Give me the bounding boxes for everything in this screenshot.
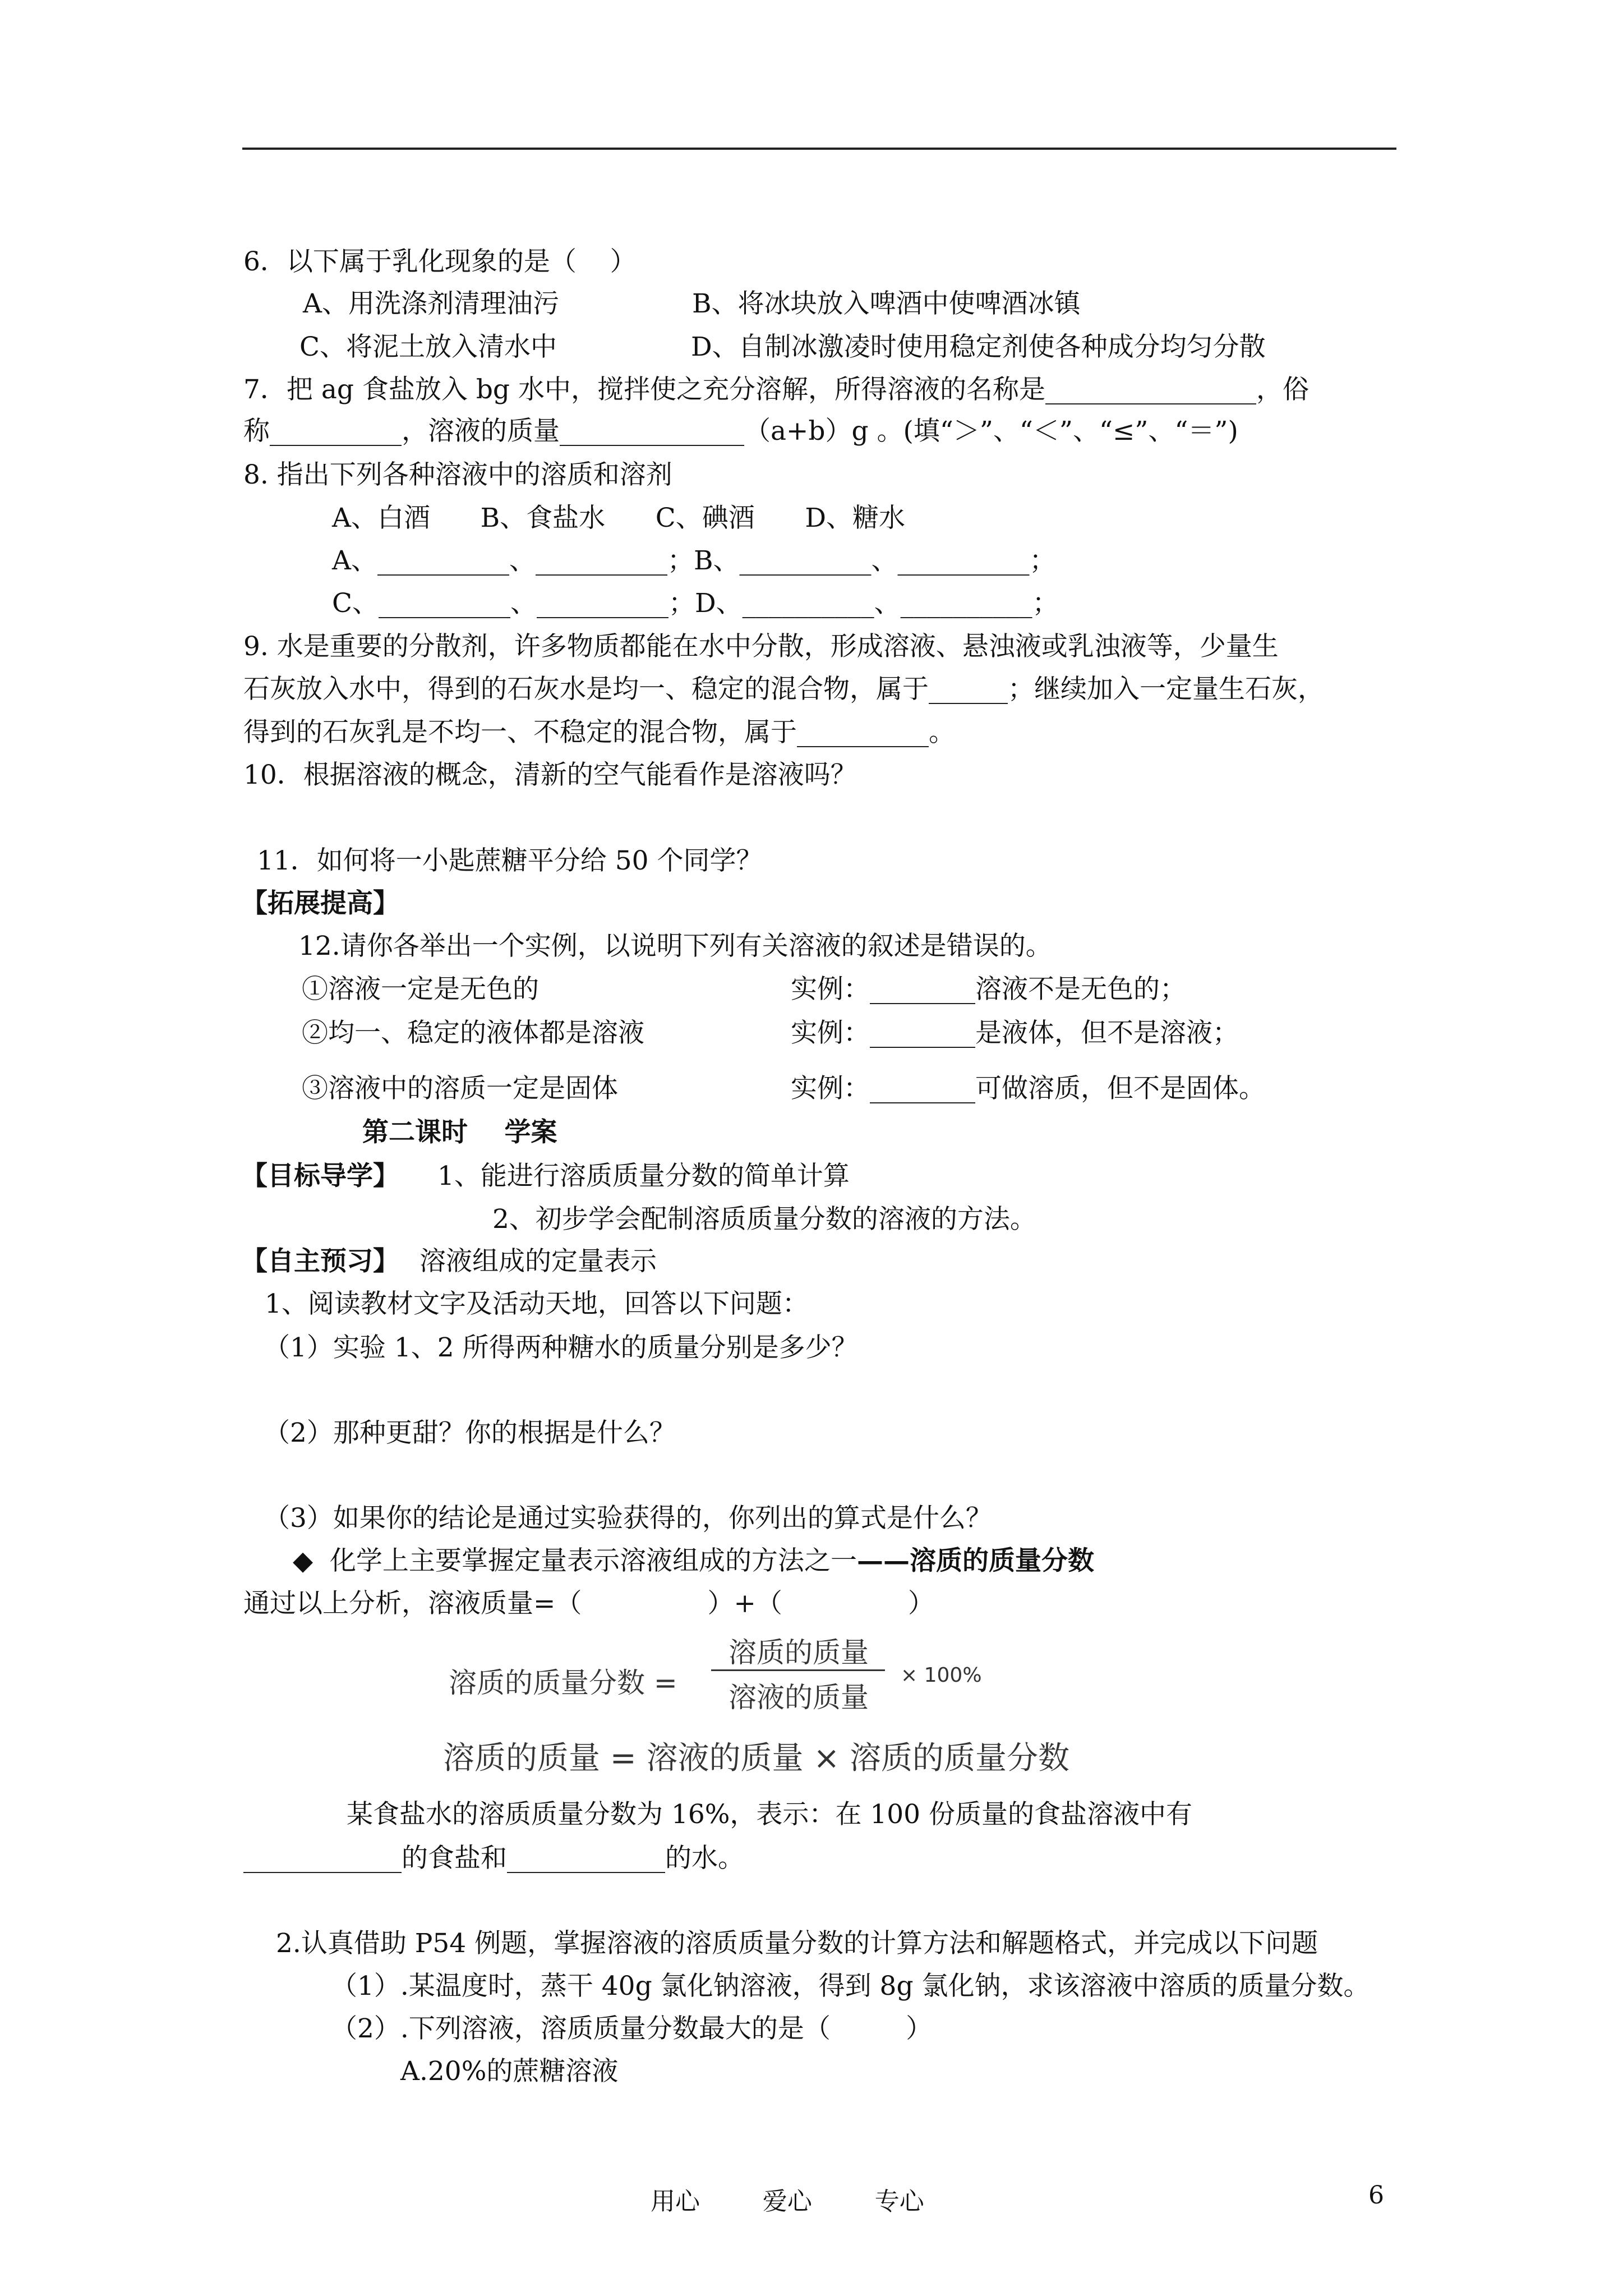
question-11: 11．如何将一小匙蔗糖平分给 50 个同学？ — [257, 845, 763, 876]
formula-1-percent: × 100% — [901, 1664, 982, 1687]
preview-question-1: 1、阅读教材文字及活动天地，回答以下问题： — [265, 1289, 809, 1319]
saltwater-line-2: ____________的食盐和____________的水。 — [243, 1843, 744, 1874]
lesson-2-title: 第二课时 学案 — [362, 1117, 557, 1148]
goal-item-1: 1、能进行溶质质量分数的简单计算 — [437, 1161, 850, 1191]
section-title-expand: 【拓展提高】 — [241, 888, 399, 919]
header-rule — [242, 148, 1396, 150]
goal-item-2: 2、初步学会配制溶质质量分数的溶液的方法。 — [492, 1204, 1036, 1235]
preview-question-2-1: （1）.某温度时，蒸干 40g 氯化钠溶液，得到 8g 氯化钠，求该溶液中溶质的质量分数。 — [331, 1971, 1370, 2001]
key-point-term: 溶质的质量分数 — [910, 1545, 1095, 1576]
page-number: 6 — [1368, 2181, 1384, 2210]
q2-2-option-a: A.20%的蔗糖溶液 — [400, 2056, 619, 2087]
key-point-text: 化学上主要掌握定量表示溶液组成的方法之一 — [330, 1545, 857, 1576]
question-10: 10．根据溶液的概念，清新的空气能看作是溶液吗？ — [243, 760, 857, 790]
question-9-line-1: 9. 水是重要的分散剂，许多物质都能在水中分散，形成溶液、悬浊液或乳浊液等，少量生 — [243, 631, 1279, 662]
question-9-line-3: 得到的石灰乳是不均一、不稳定的混合物，属于__________。 — [243, 717, 955, 748]
q12-example-3: 实例：________可做溶质，但不是固体。 — [791, 1073, 1265, 1104]
q8-blanks-ab: A、__________、__________；B、__________、__________； — [332, 545, 1056, 576]
formula-1-denominator: 溶液的质量 — [728, 1681, 869, 1714]
goal-label: 【目标导学】 — [241, 1161, 399, 1191]
q8-blanks-cd: C、__________、__________；D、__________、__________； — [332, 588, 1059, 619]
q12-statement-3: ③溶液中的溶质一定是固体 — [302, 1073, 618, 1104]
q12-example-2: 实例：________是液体，但不是溶液； — [791, 1018, 1239, 1048]
formula-1-left: 溶质的质量分数 = — [449, 1667, 677, 1699]
preview-question-2: 2.认真借助 P54 例题，掌握溶液的溶质质量分数的计算方法和解题格式，并完成以下问题 — [276, 1928, 1318, 1959]
q6-option-d: D、自制冰激凌时使用稳定剂使各种成分均匀分散 — [691, 332, 1266, 362]
formula-1-fraction-bar — [711, 1669, 885, 1671]
preview-topic: 溶液组成的定量表示 — [419, 1246, 657, 1277]
solution-mass-line: 通过以上分析，溶液质量=（ ）+（ ） — [243, 1588, 934, 1619]
q12-statement-2: ②均一、稳定的液体都是溶液 — [302, 1018, 644, 1048]
question-7-line-2: 称__________，溶液的质量______________（a+b）g 。(填“＞”、“＜”、“≤”、“＝”) — [243, 416, 1238, 447]
question-8: 8. 指出下列各种溶液中的溶质和溶剂 — [243, 459, 672, 490]
footer-motto: 用心 爱心 专心 — [651, 2187, 924, 2216]
q8-options: A、白酒 B、食盐水 C、碘酒 D、糖水 — [332, 503, 906, 533]
saltwater-line-1: 某食盐水的溶质质量分数为 16%，表示：在 100 份质量的食盐溶液中有 — [347, 1799, 1192, 1830]
formula-solute-mass: 溶质的质量 = 溶液的质量 × 溶质的质量分数 — [443, 1740, 1070, 1777]
key-point-line — [293, 1544, 1094, 1579]
question-12: 12.请你各举出一个实例，以说明下列有关溶液的叙述是错误的。 — [298, 931, 1052, 961]
question-9-line-2: 石灰放入水中，得到的石灰水是均一、稳定的混合物，属于______；继续加入一定量生石灰， — [243, 674, 1324, 705]
q6-option-a: A、用洗涤剂清理油污 — [303, 288, 559, 319]
preview-question-1-2: （2）那种更甜？你的根据是什么？ — [264, 1418, 676, 1448]
q6-option-b: B、将冰块放入啤酒中使啤酒冰镇 — [692, 288, 1081, 319]
preview-label: 【自主预习】 — [241, 1246, 399, 1277]
question-7-line-1: 7．把 ag 食盐放入 bg 水中，搅拌使之充分溶解，所得溶液的名称是________________，俗 — [243, 374, 1309, 405]
preview-question-1-3: （3）如果你的结论是通过实验获得的，你列出的算式是什么？ — [264, 1503, 992, 1534]
q6-option-c: C、将泥土放入清水中 — [299, 332, 557, 362]
preview-question-1-1: （1）实验 1、2 所得两种糖水的质量分别是多少？ — [264, 1332, 858, 1363]
q12-example-1: 实例：________溶液不是无色的； — [791, 974, 1186, 1005]
preview-question-2-2: （2）.下列溶液，溶质质量分数最大的是（ ） — [331, 2013, 933, 2044]
formula-1-numerator: 溶质的质量 — [728, 1636, 869, 1669]
diamond-icon: ◆ — [293, 1545, 313, 1576]
key-point-dash: —— — [857, 1545, 910, 1576]
question-6: 6．以下属于乳化现象的是（ ） — [243, 246, 637, 277]
q12-statement-1: ①溶液一定是无色的 — [302, 974, 539, 1005]
